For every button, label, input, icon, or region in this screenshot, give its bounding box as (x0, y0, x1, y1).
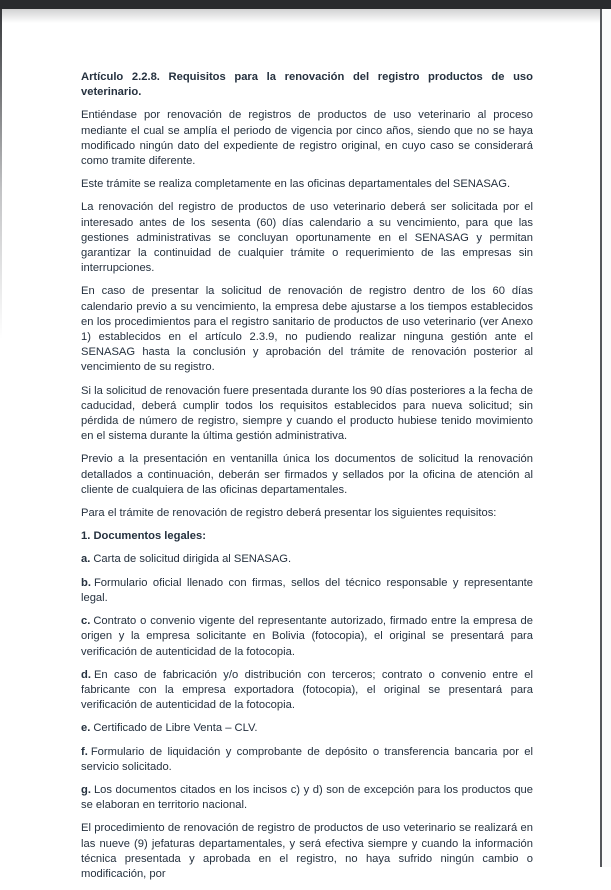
legal-item-a-label: a. (81, 553, 91, 566)
intro-paragraph-1: Entiéndase por renovación de registros de productos de uso veterinario al proceso mediante el cual se amplía el periodo de vigencia por cinco años, siendo que no se haya modificado ningún dato del expediente de registro original, en cuyo caso se considerará como tramite diferente. (81, 109, 533, 168)
legal-item-d-text: En caso de fabricación y/o distribución con terceros; contrato o convenio entre el fabricante con la empresa exportadora (fotocopia), el original se presentará para verificación de autenticidad de la fotocopia. (81, 668, 533, 712)
legal-item-b-text: Formulario oficial llenado con firmas, sellos del técnico responsable y representante legal. (81, 576, 533, 604)
intro-paragraph-7: Para el trámite de renovación de registro deberá presentar los siguientes requisitos: (81, 507, 497, 520)
legal-item-g (81, 783, 533, 813)
legal-item-d (81, 668, 533, 714)
legal-item-b (81, 576, 533, 606)
document-content (81, 70, 533, 890)
legal-item-f-label: f. (81, 745, 88, 758)
legal-item-e (81, 721, 533, 736)
scan-top-edge (0, 0, 611, 9)
intro-paragraph-5: Si la solicitud de renovación fuere presentada durante los 90 días posteriores a la fecha de caducidad, deberá cumplir todos los requisitos establecidos para nueva solicitud; sin pérdida de número de registro, siempre y cuando el producto hubiese tenido movimiento en el sistema durante la última gestión administrativa. (81, 384, 533, 443)
legal-item-b-label: b. (81, 576, 91, 589)
article-title: Artículo 2.2.8. Requisitos para la renovación del registro productos de uso veterinario. (81, 71, 533, 99)
legal-item-e-label: e. (81, 722, 91, 735)
scan-left-edge (0, 9, 2, 339)
legal-item-f-text: Formulario de liquidación y comprobante de depósito o transferencia bancaria por el servicio solicitado. (81, 745, 533, 773)
intro-paragraph-3: La renovación del registro de productos de uso veterinario deberá ser solicitada por el interesado antes de los sesenta (60) días calendario a su vencimiento, para que las gestiones administrativas se concluyan oportunamente en el SENASAG y permitan garantizar la continuidad de cualquier trámite o requerimiento de las empresas sin interrupciones. (81, 201, 533, 275)
legal-item-d-label: d. (81, 668, 91, 681)
legal-item-a-text: Carta de solicitud dirigida al SENASAG. (93, 553, 292, 566)
legal-item-f (81, 745, 533, 775)
intro-paragraph-2: Este trámite se realiza completamente en las oficinas departamentales del SENASAG. (81, 178, 511, 191)
legal-item-e-text: Certificado de Libre Venta – CLV. (93, 722, 258, 735)
legal-item-a (81, 552, 533, 567)
section-heading-documentos-legales: 1. Documentos legales: (81, 530, 206, 543)
closing-paragraph: El procedimiento de renovación de registro de productos de uso veterinario se realizará en las nueve (9) jefaturas departamentales, y será efectiva siempre y cuando la información técnica presentada y aprobada en el registro, no haya sufrido ningún cambio o modificación, por (81, 822, 533, 880)
legal-item-c-text: Contrato o convenio vigente del representante autorizado, firmado entre la empresa de origen y la empresa solicitante en Bolivia (fotocopia), el original se presentará para verificación de autenticidad de la fotocopia. (81, 615, 533, 658)
intro-paragraph-4: En caso de presentar la solicitud de renovación de registro dentro de los 60 días calendario previo a su vencimiento, la empresa debe ajustarse a los tiempos establecidos en los procedimientos para el registro sanitario de productos de uso veterinario (ver Anexo 1) establecidos en el artículo 2.3.9, no pudiendo realizar ninguna gestión ante el SENASAG hasta la conclusión y aprobación del trámite de renovación posterior al vencimiento de su registro. (81, 285, 533, 374)
legal-item-g-text: Los documentos citados en los incisos c) y d) son de excepción para los productos que se elaboran en territorio nacional. (81, 783, 533, 812)
legal-item-c-label: c. (81, 615, 91, 628)
scan-top-edge-shadow (0, 9, 611, 23)
legal-item-g-label: g. (81, 783, 91, 796)
scan-right-margin (602, 9, 611, 867)
legal-item-c (81, 614, 533, 660)
intro-paragraph-6: Previo a la presentación en ventanilla única los documentos de solicitud la renovación detallados a continuación, deberán ser firmados y sellados por la oficina de atención al cliente de cualquiera de las oficinas departamentales. (81, 453, 533, 496)
